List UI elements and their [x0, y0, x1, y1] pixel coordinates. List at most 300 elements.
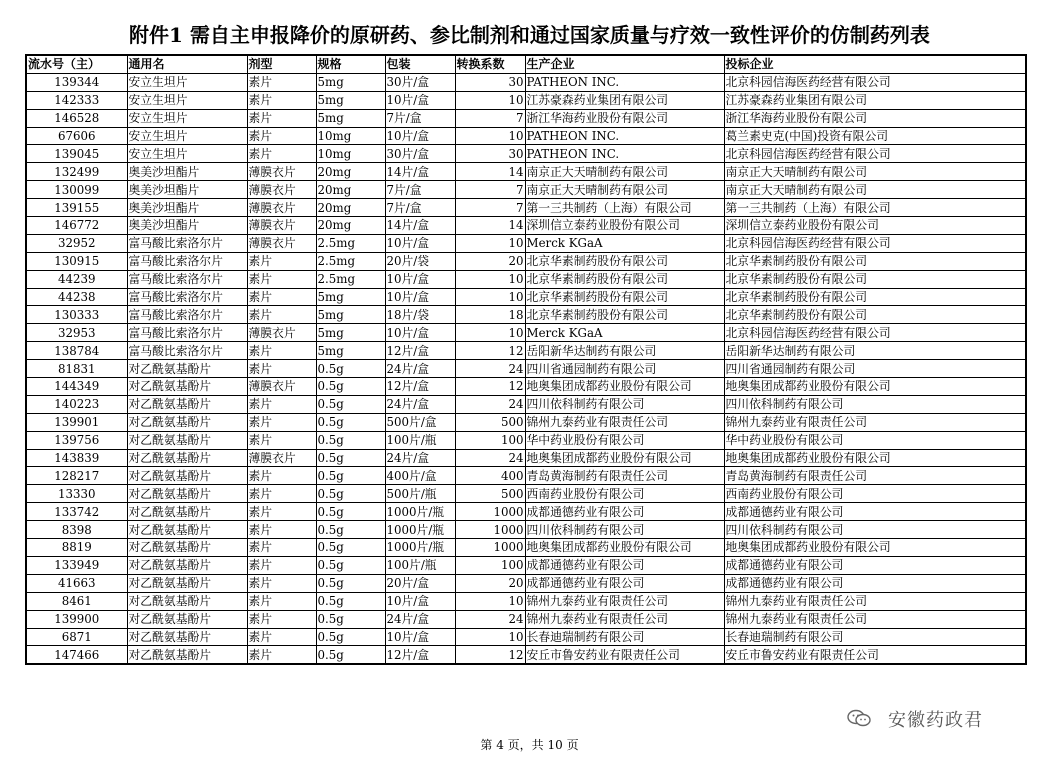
- cell-serial: 44238: [26, 288, 127, 306]
- table-header-row: [26, 55, 1026, 73]
- cell-spec: 5mg: [316, 324, 385, 342]
- cell-serial: 41663: [26, 574, 127, 592]
- cell-package: 7片/盒: [385, 109, 455, 127]
- cell-manufacturer: Merck KGaA: [525, 324, 724, 342]
- cell-spec: 20mg: [316, 163, 385, 181]
- cell-bidder: 北京华素制药股份有限公司: [724, 288, 1026, 306]
- cell-package: 24片/盒: [385, 395, 455, 413]
- cell-conversion: 10: [455, 270, 525, 288]
- cell-dosage-form: 薄膜衣片: [247, 217, 316, 235]
- cell-serial: 138784: [26, 342, 127, 360]
- table-row: [26, 610, 1026, 628]
- cell-bidder: 长春迪瑞制药有限公司: [724, 628, 1026, 646]
- cell-generic-name: 对乙酰氨基酚片: [127, 485, 247, 503]
- table-row: [26, 485, 1026, 503]
- cell-conversion: 12: [455, 342, 525, 360]
- cell-generic-name: 富马酸比索洛尔片: [127, 342, 247, 360]
- cell-package: 10片/盒: [385, 234, 455, 252]
- cell-bidder: 北京科园信海医药经营有限公司: [724, 145, 1026, 163]
- cell-bidder: 浙江华海药业股份有限公司: [724, 109, 1026, 127]
- cell-generic-name: 对乙酰氨基酚片: [127, 628, 247, 646]
- table-row: [26, 288, 1026, 306]
- cell-bidder: 北京科园信海医药经营有限公司: [724, 234, 1026, 252]
- cell-dosage-form: 素片: [247, 592, 316, 610]
- cell-generic-name: 富马酸比索洛尔片: [127, 306, 247, 324]
- cell-manufacturer: PATHEON INC.: [525, 73, 724, 91]
- cell-dosage-form: 素片: [247, 556, 316, 574]
- table-row: [26, 109, 1026, 127]
- cell-package: 500片/瓶: [385, 485, 455, 503]
- table-row: [26, 163, 1026, 181]
- cell-package: 14片/盒: [385, 163, 455, 181]
- table-row: [26, 324, 1026, 342]
- cell-manufacturer: 四川省通园制药有限公司: [525, 360, 724, 378]
- cell-conversion: 500: [455, 485, 525, 503]
- cell-manufacturer: 成都通德药业有限公司: [525, 503, 724, 521]
- cell-spec: 0.5g: [316, 521, 385, 539]
- cell-manufacturer: 成都通德药业有限公司: [525, 556, 724, 574]
- cell-serial: 8819: [26, 539, 127, 557]
- cell-package: 24片/盒: [385, 360, 455, 378]
- cell-serial: 133742: [26, 503, 127, 521]
- cell-manufacturer: 北京华素制药股份有限公司: [525, 270, 724, 288]
- cell-conversion: 14: [455, 163, 525, 181]
- cell-dosage-form: 素片: [247, 270, 316, 288]
- cell-manufacturer: 四川依科制药有限公司: [525, 521, 724, 539]
- cell-serial: 139756: [26, 431, 127, 449]
- cell-manufacturer: 长春迪瑞制药有限公司: [525, 628, 724, 646]
- cell-manufacturer: 岳阳新华达制药有限公司: [525, 342, 724, 360]
- table-row: [26, 270, 1026, 288]
- cell-manufacturer: 锦州九泰药业有限责任公司: [525, 592, 724, 610]
- cell-generic-name: 奥美沙坦酯片: [127, 163, 247, 181]
- cell-dosage-form: 素片: [247, 288, 316, 306]
- cell-manufacturer: 成都通德药业有限公司: [525, 574, 724, 592]
- cell-generic-name: 对乙酰氨基酚片: [127, 610, 247, 628]
- cell-spec: 0.5g: [316, 646, 385, 664]
- cell-generic-name: 对乙酰氨基酚片: [127, 592, 247, 610]
- cell-dosage-form: 素片: [247, 467, 316, 485]
- cell-generic-name: 对乙酰氨基酚片: [127, 646, 247, 664]
- cell-dosage-form: 素片: [247, 431, 316, 449]
- cell-serial: 32952: [26, 234, 127, 252]
- cell-package: 10片/盒: [385, 288, 455, 306]
- cell-conversion: 400: [455, 467, 525, 485]
- cell-serial: 130915: [26, 252, 127, 270]
- cell-conversion: 10: [455, 628, 525, 646]
- cell-package: 7片/盒: [385, 181, 455, 199]
- cell-manufacturer: 地奥集团成都药业股份有限公司: [525, 378, 724, 396]
- cell-serial: 147466: [26, 646, 127, 664]
- table-row: [26, 306, 1026, 324]
- table-row: [26, 646, 1026, 664]
- cell-spec: 5mg: [316, 306, 385, 324]
- table-row: [26, 574, 1026, 592]
- cell-spec: 0.5g: [316, 467, 385, 485]
- cell-dosage-form: 薄膜衣片: [247, 324, 316, 342]
- cell-dosage-form: 素片: [247, 145, 316, 163]
- cell-dosage-form: 素片: [247, 521, 316, 539]
- cell-conversion: 30: [455, 145, 525, 163]
- cell-serial: 144349: [26, 378, 127, 396]
- cell-dosage-form: 薄膜衣片: [247, 199, 316, 217]
- cell-generic-name: 对乙酰氨基酚片: [127, 539, 247, 557]
- cell-dosage-form: 素片: [247, 109, 316, 127]
- cell-bidder: 成都通德药业有限公司: [724, 556, 1026, 574]
- cell-serial: 67606: [26, 127, 127, 145]
- cell-generic-name: 对乙酰氨基酚片: [127, 395, 247, 413]
- cell-spec: 2.5mg: [316, 270, 385, 288]
- cell-package: 10片/盒: [385, 91, 455, 109]
- cell-package: 10片/盒: [385, 270, 455, 288]
- cell-spec: 0.5g: [316, 610, 385, 628]
- cell-dosage-form: 素片: [247, 413, 316, 431]
- column-header-package: 包装: [385, 55, 455, 73]
- cell-bidder: 岳阳新华达制药有限公司: [724, 342, 1026, 360]
- cell-manufacturer: 地奥集团成都药业股份有限公司: [525, 539, 724, 557]
- cell-generic-name: 对乙酰氨基酚片: [127, 413, 247, 431]
- cell-package: 30片/盒: [385, 73, 455, 91]
- cell-generic-name: 安立生坦片: [127, 145, 247, 163]
- cell-serial: 146528: [26, 109, 127, 127]
- cell-spec: 5mg: [316, 73, 385, 91]
- table-row: [26, 217, 1026, 235]
- cell-serial: 8461: [26, 592, 127, 610]
- cell-conversion: 20: [455, 252, 525, 270]
- cell-bidder: 南京正大天晴制药有限公司: [724, 163, 1026, 181]
- cell-dosage-form: 素片: [247, 252, 316, 270]
- drug-list-table: [25, 54, 1027, 665]
- cell-conversion: 1000: [455, 503, 525, 521]
- cell-conversion: 100: [455, 431, 525, 449]
- cell-serial: 130099: [26, 181, 127, 199]
- cell-conversion: 24: [455, 360, 525, 378]
- cell-package: 18片/袋: [385, 306, 455, 324]
- cell-spec: 0.5g: [316, 360, 385, 378]
- cell-generic-name: 富马酸比索洛尔片: [127, 324, 247, 342]
- cell-package: 500片/盒: [385, 413, 455, 431]
- cell-package: 10片/盒: [385, 628, 455, 646]
- cell-spec: 0.5g: [316, 539, 385, 557]
- cell-bidder: 锦州九泰药业有限责任公司: [724, 592, 1026, 610]
- cell-conversion: 18: [455, 306, 525, 324]
- table-row: [26, 378, 1026, 396]
- cell-bidder: 四川依科制药有限公司: [724, 521, 1026, 539]
- wechat-icon: [846, 709, 872, 727]
- cell-conversion: 10: [455, 91, 525, 109]
- cell-dosage-form: 素片: [247, 91, 316, 109]
- cell-spec: 0.5g: [316, 485, 385, 503]
- table-row: [26, 467, 1026, 485]
- cell-serial: 130333: [26, 306, 127, 324]
- column-header-dosage-form: 剂型: [247, 55, 316, 73]
- column-header-serial: 流水号（主）: [26, 55, 127, 73]
- cell-dosage-form: 素片: [247, 574, 316, 592]
- cell-conversion: 10: [455, 592, 525, 610]
- cell-bidder: 第一三共制药（上海）有限公司: [724, 199, 1026, 217]
- column-header-spec: 规格: [316, 55, 385, 73]
- cell-dosage-form: 薄膜衣片: [247, 234, 316, 252]
- cell-dosage-form: 素片: [247, 360, 316, 378]
- cell-spec: 20mg: [316, 217, 385, 235]
- cell-package: 1000片/瓶: [385, 503, 455, 521]
- cell-manufacturer: 地奥集团成都药业股份有限公司: [525, 449, 724, 467]
- table-row: [26, 556, 1026, 574]
- cell-dosage-form: 薄膜衣片: [247, 163, 316, 181]
- cell-serial: 139344: [26, 73, 127, 91]
- cell-bidder: 江苏豪森药业集团有限公司: [724, 91, 1026, 109]
- column-header-generic-name: 通用名: [127, 55, 247, 73]
- cell-package: 1000片/瓶: [385, 521, 455, 539]
- cell-generic-name: 奥美沙坦酯片: [127, 199, 247, 217]
- cell-manufacturer: 深圳信立泰药业股份有限公司: [525, 217, 724, 235]
- cell-dosage-form: 薄膜衣片: [247, 449, 316, 467]
- cell-generic-name: 富马酸比索洛尔片: [127, 234, 247, 252]
- cell-generic-name: 对乙酰氨基酚片: [127, 503, 247, 521]
- table-row: [26, 252, 1026, 270]
- cell-bidder: 华中药业股份有限公司: [724, 431, 1026, 449]
- cell-package: 10片/盒: [385, 127, 455, 145]
- cell-dosage-form: 素片: [247, 539, 316, 557]
- cell-package: 20片/盒: [385, 574, 455, 592]
- cell-bidder: 成都通德药业有限公司: [724, 503, 1026, 521]
- table-row: [26, 395, 1026, 413]
- cell-generic-name: 安立生坦片: [127, 127, 247, 145]
- table-row: [26, 449, 1026, 467]
- table-row: [26, 503, 1026, 521]
- cell-bidder: 四川省通园制药有限公司: [724, 360, 1026, 378]
- cell-spec: 5mg: [316, 91, 385, 109]
- cell-package: 12片/盒: [385, 646, 455, 664]
- cell-spec: 10mg: [316, 145, 385, 163]
- cell-spec: 20mg: [316, 199, 385, 217]
- cell-spec: 0.5g: [316, 503, 385, 521]
- cell-conversion: 10: [455, 324, 525, 342]
- cell-conversion: 24: [455, 449, 525, 467]
- cell-spec: 2.5mg: [316, 234, 385, 252]
- cell-spec: 0.5g: [316, 592, 385, 610]
- cell-generic-name: 对乙酰氨基酚片: [127, 556, 247, 574]
- cell-bidder: 南京正大天晴制药有限公司: [724, 181, 1026, 199]
- watermark: [834, 703, 1034, 733]
- cell-bidder: 深圳信立泰药业股份有限公司: [724, 217, 1026, 235]
- table-row: [26, 521, 1026, 539]
- cell-manufacturer: PATHEON INC.: [525, 127, 724, 145]
- cell-conversion: 10: [455, 234, 525, 252]
- cell-dosage-form: 素片: [247, 628, 316, 646]
- cell-spec: 0.5g: [316, 449, 385, 467]
- cell-bidder: 西南药业股份有限公司: [724, 485, 1026, 503]
- cell-package: 10片/盒: [385, 324, 455, 342]
- table-row: [26, 127, 1026, 145]
- cell-manufacturer: 四川依科制药有限公司: [525, 395, 724, 413]
- cell-dosage-form: 素片: [247, 646, 316, 664]
- table-row: [26, 199, 1026, 217]
- document-title: 附件1 需自主申报降价的原研药、参比制剂和通过国家质量与疗效一致性评价的仿制药列表: [129, 23, 930, 47]
- cell-bidder: 北京华素制药股份有限公司: [724, 306, 1026, 324]
- cell-serial: 133949: [26, 556, 127, 574]
- cell-conversion: 20: [455, 574, 525, 592]
- cell-serial: 132499: [26, 163, 127, 181]
- cell-spec: 10mg: [316, 127, 385, 145]
- cell-serial: 13330: [26, 485, 127, 503]
- cell-bidder: 北京科园信海医药经营有限公司: [724, 324, 1026, 342]
- cell-serial: 143839: [26, 449, 127, 467]
- cell-dosage-form: 素片: [247, 485, 316, 503]
- cell-package: 100片/瓶: [385, 556, 455, 574]
- cell-bidder: 锦州九泰药业有限责任公司: [724, 610, 1026, 628]
- cell-generic-name: 安立生坦片: [127, 91, 247, 109]
- cell-manufacturer: 锦州九泰药业有限责任公司: [525, 610, 724, 628]
- cell-serial: 6871: [26, 628, 127, 646]
- cell-conversion: 24: [455, 610, 525, 628]
- cell-conversion: 10: [455, 288, 525, 306]
- cell-manufacturer: 青岛黄海制药有限责任公司: [525, 467, 724, 485]
- cell-generic-name: 奥美沙坦酯片: [127, 181, 247, 199]
- cell-package: 12片/盒: [385, 342, 455, 360]
- cell-package: 1000片/瓶: [385, 539, 455, 557]
- cell-spec: 5mg: [316, 288, 385, 306]
- cell-bidder: 锦州九泰药业有限责任公司: [724, 413, 1026, 431]
- cell-manufacturer: 北京华素制药股份有限公司: [525, 306, 724, 324]
- table-row: [26, 145, 1026, 163]
- cell-generic-name: 对乙酰氨基酚片: [127, 431, 247, 449]
- cell-manufacturer: 江苏豪森药业集团有限公司: [525, 91, 724, 109]
- cell-dosage-form: 素片: [247, 127, 316, 145]
- cell-conversion: 30: [455, 73, 525, 91]
- cell-dosage-form: 素片: [247, 610, 316, 628]
- cell-spec: 0.5g: [316, 574, 385, 592]
- cell-package: 20片/袋: [385, 252, 455, 270]
- column-header-bidder: 投标企业: [724, 55, 1026, 73]
- cell-package: 400片/盒: [385, 467, 455, 485]
- cell-serial: 139900: [26, 610, 127, 628]
- table-row: [26, 360, 1026, 378]
- cell-conversion: 10: [455, 127, 525, 145]
- cell-conversion: 7: [455, 181, 525, 199]
- table-row: [26, 628, 1026, 646]
- cell-generic-name: 对乙酰氨基酚片: [127, 449, 247, 467]
- cell-manufacturer: 南京正大天晴制药有限公司: [525, 163, 724, 181]
- cell-serial: 140223: [26, 395, 127, 413]
- cell-spec: 0.5g: [316, 628, 385, 646]
- cell-bidder: 北京科园信海医药经营有限公司: [724, 73, 1026, 91]
- cell-spec: 0.5g: [316, 413, 385, 431]
- cell-manufacturer: 南京正大天晴制药有限公司: [525, 181, 724, 199]
- cell-package: 12片/盒: [385, 378, 455, 396]
- cell-spec: 0.5g: [316, 395, 385, 413]
- cell-conversion: 12: [455, 378, 525, 396]
- cell-bidder: 地奥集团成都药业股份有限公司: [724, 378, 1026, 396]
- cell-dosage-form: 薄膜衣片: [247, 181, 316, 199]
- cell-manufacturer: 西南药业股份有限公司: [525, 485, 724, 503]
- table-row: [26, 342, 1026, 360]
- cell-spec: 20mg: [316, 181, 385, 199]
- cell-conversion: 7: [455, 109, 525, 127]
- table-row: [26, 73, 1026, 91]
- cell-package: 24片/盒: [385, 449, 455, 467]
- table-body: [26, 73, 1026, 664]
- cell-bidder: 成都通德药业有限公司: [724, 574, 1026, 592]
- cell-bidder: 地奥集团成都药业股份有限公司: [724, 539, 1026, 557]
- cell-bidder: 葛兰素史克(中国)投资有限公司: [724, 127, 1026, 145]
- cell-dosage-form: 素片: [247, 306, 316, 324]
- cell-bidder: 安丘市鲁安药业有限责任公司: [724, 646, 1026, 664]
- table-row: [26, 413, 1026, 431]
- cell-generic-name: 对乙酰氨基酚片: [127, 467, 247, 485]
- column-header-manufacturer: 生产企业: [525, 55, 724, 73]
- cell-generic-name: 对乙酰氨基酚片: [127, 574, 247, 592]
- cell-serial: 81831: [26, 360, 127, 378]
- watermark-text: 安徽药政君: [888, 710, 983, 731]
- cell-manufacturer: 第一三共制药（上海）有限公司: [525, 199, 724, 217]
- cell-manufacturer: 华中药业股份有限公司: [525, 431, 724, 449]
- cell-generic-name: 对乙酰氨基酚片: [127, 360, 247, 378]
- table-row: [26, 181, 1026, 199]
- cell-conversion: 100: [455, 556, 525, 574]
- cell-package: 24片/盒: [385, 610, 455, 628]
- cell-conversion: 1000: [455, 539, 525, 557]
- cell-dosage-form: 素片: [247, 395, 316, 413]
- cell-serial: 44239: [26, 270, 127, 288]
- cell-manufacturer: 北京华素制药股份有限公司: [525, 288, 724, 306]
- cell-serial: 139901: [26, 413, 127, 431]
- table-row: [26, 431, 1026, 449]
- cell-bidder: 北京华素制药股份有限公司: [724, 270, 1026, 288]
- cell-serial: 8398: [26, 521, 127, 539]
- table-row: [26, 592, 1026, 610]
- cell-generic-name: 富马酸比索洛尔片: [127, 288, 247, 306]
- cell-conversion: 500: [455, 413, 525, 431]
- cell-serial: 142333: [26, 91, 127, 109]
- cell-spec: 0.5g: [316, 431, 385, 449]
- cell-bidder: 地奥集团成都药业股份有限公司: [724, 449, 1026, 467]
- page-footer: 第 4 页，共 10 页: [480, 738, 579, 752]
- cell-manufacturer: 北京华素制药股份有限公司: [525, 252, 724, 270]
- cell-generic-name: 安立生坦片: [127, 109, 247, 127]
- cell-serial: 128217: [26, 467, 127, 485]
- cell-dosage-form: 素片: [247, 73, 316, 91]
- cell-conversion: 7: [455, 199, 525, 217]
- cell-conversion: 24: [455, 395, 525, 413]
- cell-spec: 5mg: [316, 342, 385, 360]
- cell-manufacturer: Merck KGaA: [525, 234, 724, 252]
- cell-generic-name: 对乙酰氨基酚片: [127, 521, 247, 539]
- cell-serial: 139045: [26, 145, 127, 163]
- cell-generic-name: 富马酸比索洛尔片: [127, 270, 247, 288]
- cell-package: 10片/盒: [385, 592, 455, 610]
- cell-bidder: 四川依科制药有限公司: [724, 395, 1026, 413]
- cell-conversion: 14: [455, 217, 525, 235]
- cell-bidder: 北京华素制药股份有限公司: [724, 252, 1026, 270]
- cell-spec: 5mg: [316, 109, 385, 127]
- cell-bidder: 青岛黄海制药有限责任公司: [724, 467, 1026, 485]
- cell-package: 30片/盒: [385, 145, 455, 163]
- cell-generic-name: 奥美沙坦酯片: [127, 217, 247, 235]
- cell-manufacturer: 安丘市鲁安药业有限责任公司: [525, 646, 724, 664]
- cell-generic-name: 对乙酰氨基酚片: [127, 378, 247, 396]
- cell-manufacturer: 浙江华海药业股份有限公司: [525, 109, 724, 127]
- cell-generic-name: 富马酸比索洛尔片: [127, 252, 247, 270]
- cell-spec: 0.5g: [316, 378, 385, 396]
- cell-conversion: 1000: [455, 521, 525, 539]
- cell-dosage-form: 素片: [247, 503, 316, 521]
- cell-manufacturer: PATHEON INC.: [525, 145, 724, 163]
- cell-package: 14片/盒: [385, 217, 455, 235]
- column-header-conversion: 转换系数: [455, 55, 525, 73]
- cell-conversion: 12: [455, 646, 525, 664]
- table-row: [26, 539, 1026, 557]
